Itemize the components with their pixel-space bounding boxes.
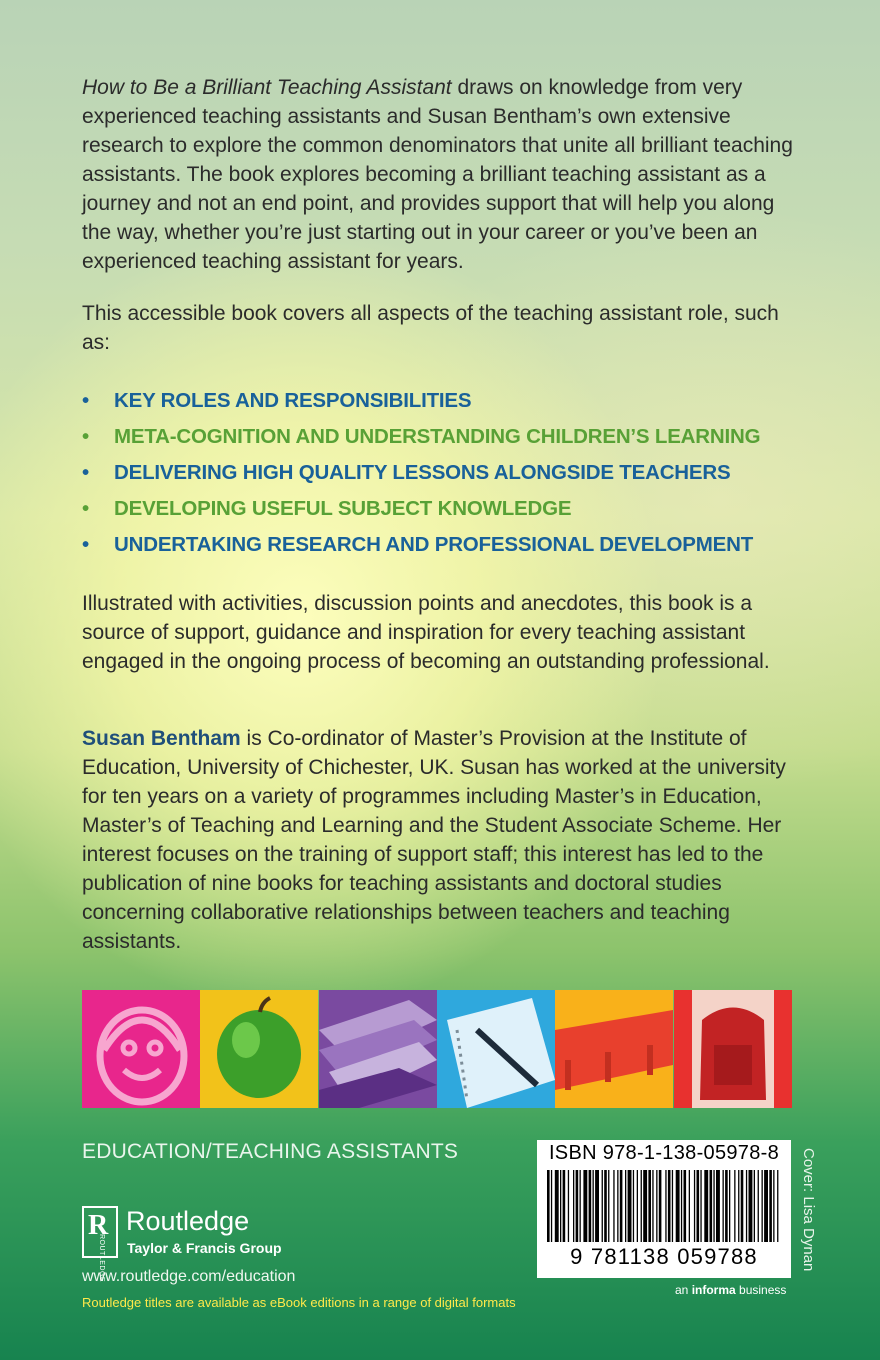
barcode-bar [716,1170,720,1242]
topic-label: UNDERTAKING RESEARCH AND PROFESSIONAL DEVELOPMENT [114,533,754,556]
barcode-bar [758,1170,759,1242]
author-name: Susan Bentham [82,727,241,750]
classroom-tables-image [555,990,673,1108]
barcode-bar [734,1170,735,1242]
list-item [82,455,802,491]
books-stack-image [319,990,437,1108]
list-item [82,491,802,527]
barcode-bar [593,1170,594,1242]
barcode-bar [602,1170,603,1242]
topic-label: DELIVERING HIGH QUALITY LESSONS ALONGSIDE TEACHERS [114,461,731,484]
barcode-bar [741,1170,744,1242]
barcode-bar [764,1170,768,1242]
photo-strip [82,990,792,1108]
bullet-icon: • [82,425,89,448]
notebook-pen-image [437,990,555,1108]
illustrated-paragraph: Illustrated with activities, discussion points and anecdotes, this book is a source of support, guidance and inspiration for every teaching assistant engaged in the ongoing process of becoming an outstanding professional. [82,592,770,673]
informa-brand: informa [691,1283,736,1297]
barcode-bar [704,1170,708,1242]
barcode-bar [694,1170,695,1242]
barcode-bar [563,1170,566,1242]
barcode-bar [555,1170,559,1242]
barcode-bar [656,1170,657,1242]
barcode-bar [672,1170,673,1242]
barcode-bar [551,1170,552,1242]
subject-category: EDUCATION/TEACHING ASSISTANTS [82,1140,459,1163]
author-bio-text: is Co-ordinator of Master’s Provision at the Institute of Education, University of Chichester, UK. Susan has worked at the university for ten years on a variety of programmes including Master’s in Education, Master’s of Teaching and Learning and the Student Associate Scheme. Her interest focuses on the training of support staff; this interest has led to the publication of nine books for teaching assistants and doctoral studies concerning collaborative relationships between teachers and teaching assistants. [82,727,786,953]
apple-image [200,990,318,1108]
barcode-bar [700,1170,701,1242]
list-item [82,527,802,563]
barcode-bar [604,1170,607,1242]
author-bio-paragraph [82,724,802,956]
barcode-bar [713,1170,714,1242]
barcode-number: 9 781138 059788 [570,1244,758,1269]
barcode-bar [625,1170,626,1242]
publisher-group: Taylor & Francis Group [127,1240,282,1256]
barcode-bar [560,1170,561,1242]
barcode-bar [648,1170,651,1242]
isbn-barcode [537,1140,791,1278]
barcode-bar [595,1170,599,1242]
book-title: How to Be a Brilliant Teaching Assistant [82,76,452,99]
barcode-bar [777,1170,778,1242]
barcode-bar [652,1170,653,1242]
backpack-image [674,990,792,1108]
informa-tagline [675,1283,786,1297]
publisher-name: Routledge [126,1206,250,1236]
barcode-bar [676,1170,680,1242]
informa-prefix: an [675,1283,692,1297]
topic-label: META-COGNITION AND UNDERSTANDING CHILDREN’S LEARNING [114,425,761,448]
barcode-bar [580,1170,581,1242]
barcode-bar [576,1170,579,1242]
topic-label: KEY ROLES AND RESPONSIBILITIES [114,389,472,412]
bullet-icon: • [82,389,89,412]
barcode-bar [628,1170,632,1242]
cover-credit: Cover: Lisa Dynan [800,1148,817,1272]
barcode-bar [665,1170,666,1242]
barcode-bar [659,1170,662,1242]
barcode-bar [573,1170,574,1242]
bullet-icon: • [82,461,89,484]
barcode-bar [769,1170,772,1242]
publisher-website[interactable]: www.routledge.com/education [82,1268,296,1285]
barcode-bar [583,1170,587,1242]
barcode-bar [633,1170,634,1242]
routledge-logo-icon [82,1206,118,1283]
barcode-bar [697,1170,700,1242]
barcode-bar [643,1170,647,1242]
barcode-bar [684,1170,687,1242]
topics-list [82,383,802,563]
barcode-bar [641,1170,642,1242]
barcode-bar [710,1170,713,1242]
barcode-bar [668,1170,671,1242]
drawn-face-image [82,990,200,1108]
intro-paragraph [82,73,802,276]
barcode-bar [738,1170,739,1242]
barcode-bar [773,1170,774,1242]
barcode-bar [729,1170,730,1242]
barcode-bar [725,1170,728,1242]
barcode-bars [547,1170,781,1242]
logo-vertical-text: ROUTLEDGE [98,1234,105,1283]
barcode-bar [617,1170,618,1242]
logo-letter: R [88,1210,109,1241]
barcode-bar [723,1170,724,1242]
barcode-bar [613,1170,614,1242]
topic-label: DEVELOPING USEFUL SUBJECT KNOWLEDGE [114,497,572,520]
bullet-icon: • [82,497,89,520]
barcode-bar [589,1170,592,1242]
intro-text: draws on knowledge from very experienced teaching assistants and Susan Bentham’s own extensive research to explore the common denominators that unite all brilliant teaching assistants. The book explores becoming a brilliant teaching assistant as a journey and not an end point, and provides support that will help you along the way, whether you’re just starting out in your career or you’ve been an experienced teaching assistant for years. [82,76,793,273]
barcode-bar [637,1170,638,1242]
list-item [82,383,802,419]
ebook-note: Routledge titles are available as eBook editions in a range of digital formats [82,1295,516,1310]
barcode-bar [547,1170,550,1242]
barcode-bar [689,1170,690,1242]
coverage-paragraph: This accessible book covers all aspects of the teaching assistant role, such as: [82,302,779,354]
barcode-bar [681,1170,682,1242]
barcode-bar [754,1170,755,1242]
informa-suffix: business [735,1283,787,1297]
barcode-bar [746,1170,747,1242]
bullet-icon: • [82,533,89,556]
barcode-bar [568,1170,569,1242]
isbn-label: ISBN 978-1-138-05978-8 [548,1142,780,1164]
barcode-bar [620,1170,623,1242]
barcode-bar [749,1170,753,1242]
list-item [82,419,802,455]
barcode-bar [762,1170,763,1242]
barcode-bar [608,1170,609,1242]
